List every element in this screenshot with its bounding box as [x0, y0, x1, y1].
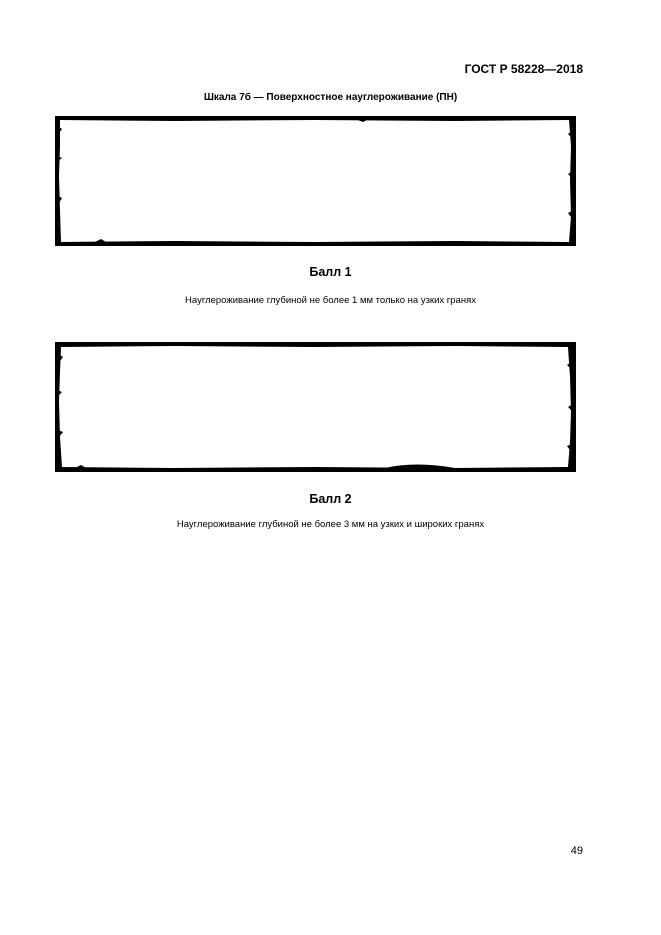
specimen-image-1 — [55, 116, 576, 246]
grade-label-1: Балл 1 — [309, 265, 352, 279]
grade-description-2: Науглероживание глубиной не более 3 мм на узких и широких гранях — [176, 519, 485, 530]
document-code: ГОСТ Р 58228—2018 — [464, 62, 583, 76]
grade-label-2: Балл 2 — [309, 492, 352, 506]
grade-description-1: Науглероживание глубиной не более 1 мм только на узких гранях — [185, 295, 476, 306]
page-number: 49 — [570, 845, 583, 857]
specimen-image-2 — [55, 342, 576, 472]
scale-title: Шкала 7б — Поверхностное науглероживание (ПН) — [203, 92, 458, 103]
